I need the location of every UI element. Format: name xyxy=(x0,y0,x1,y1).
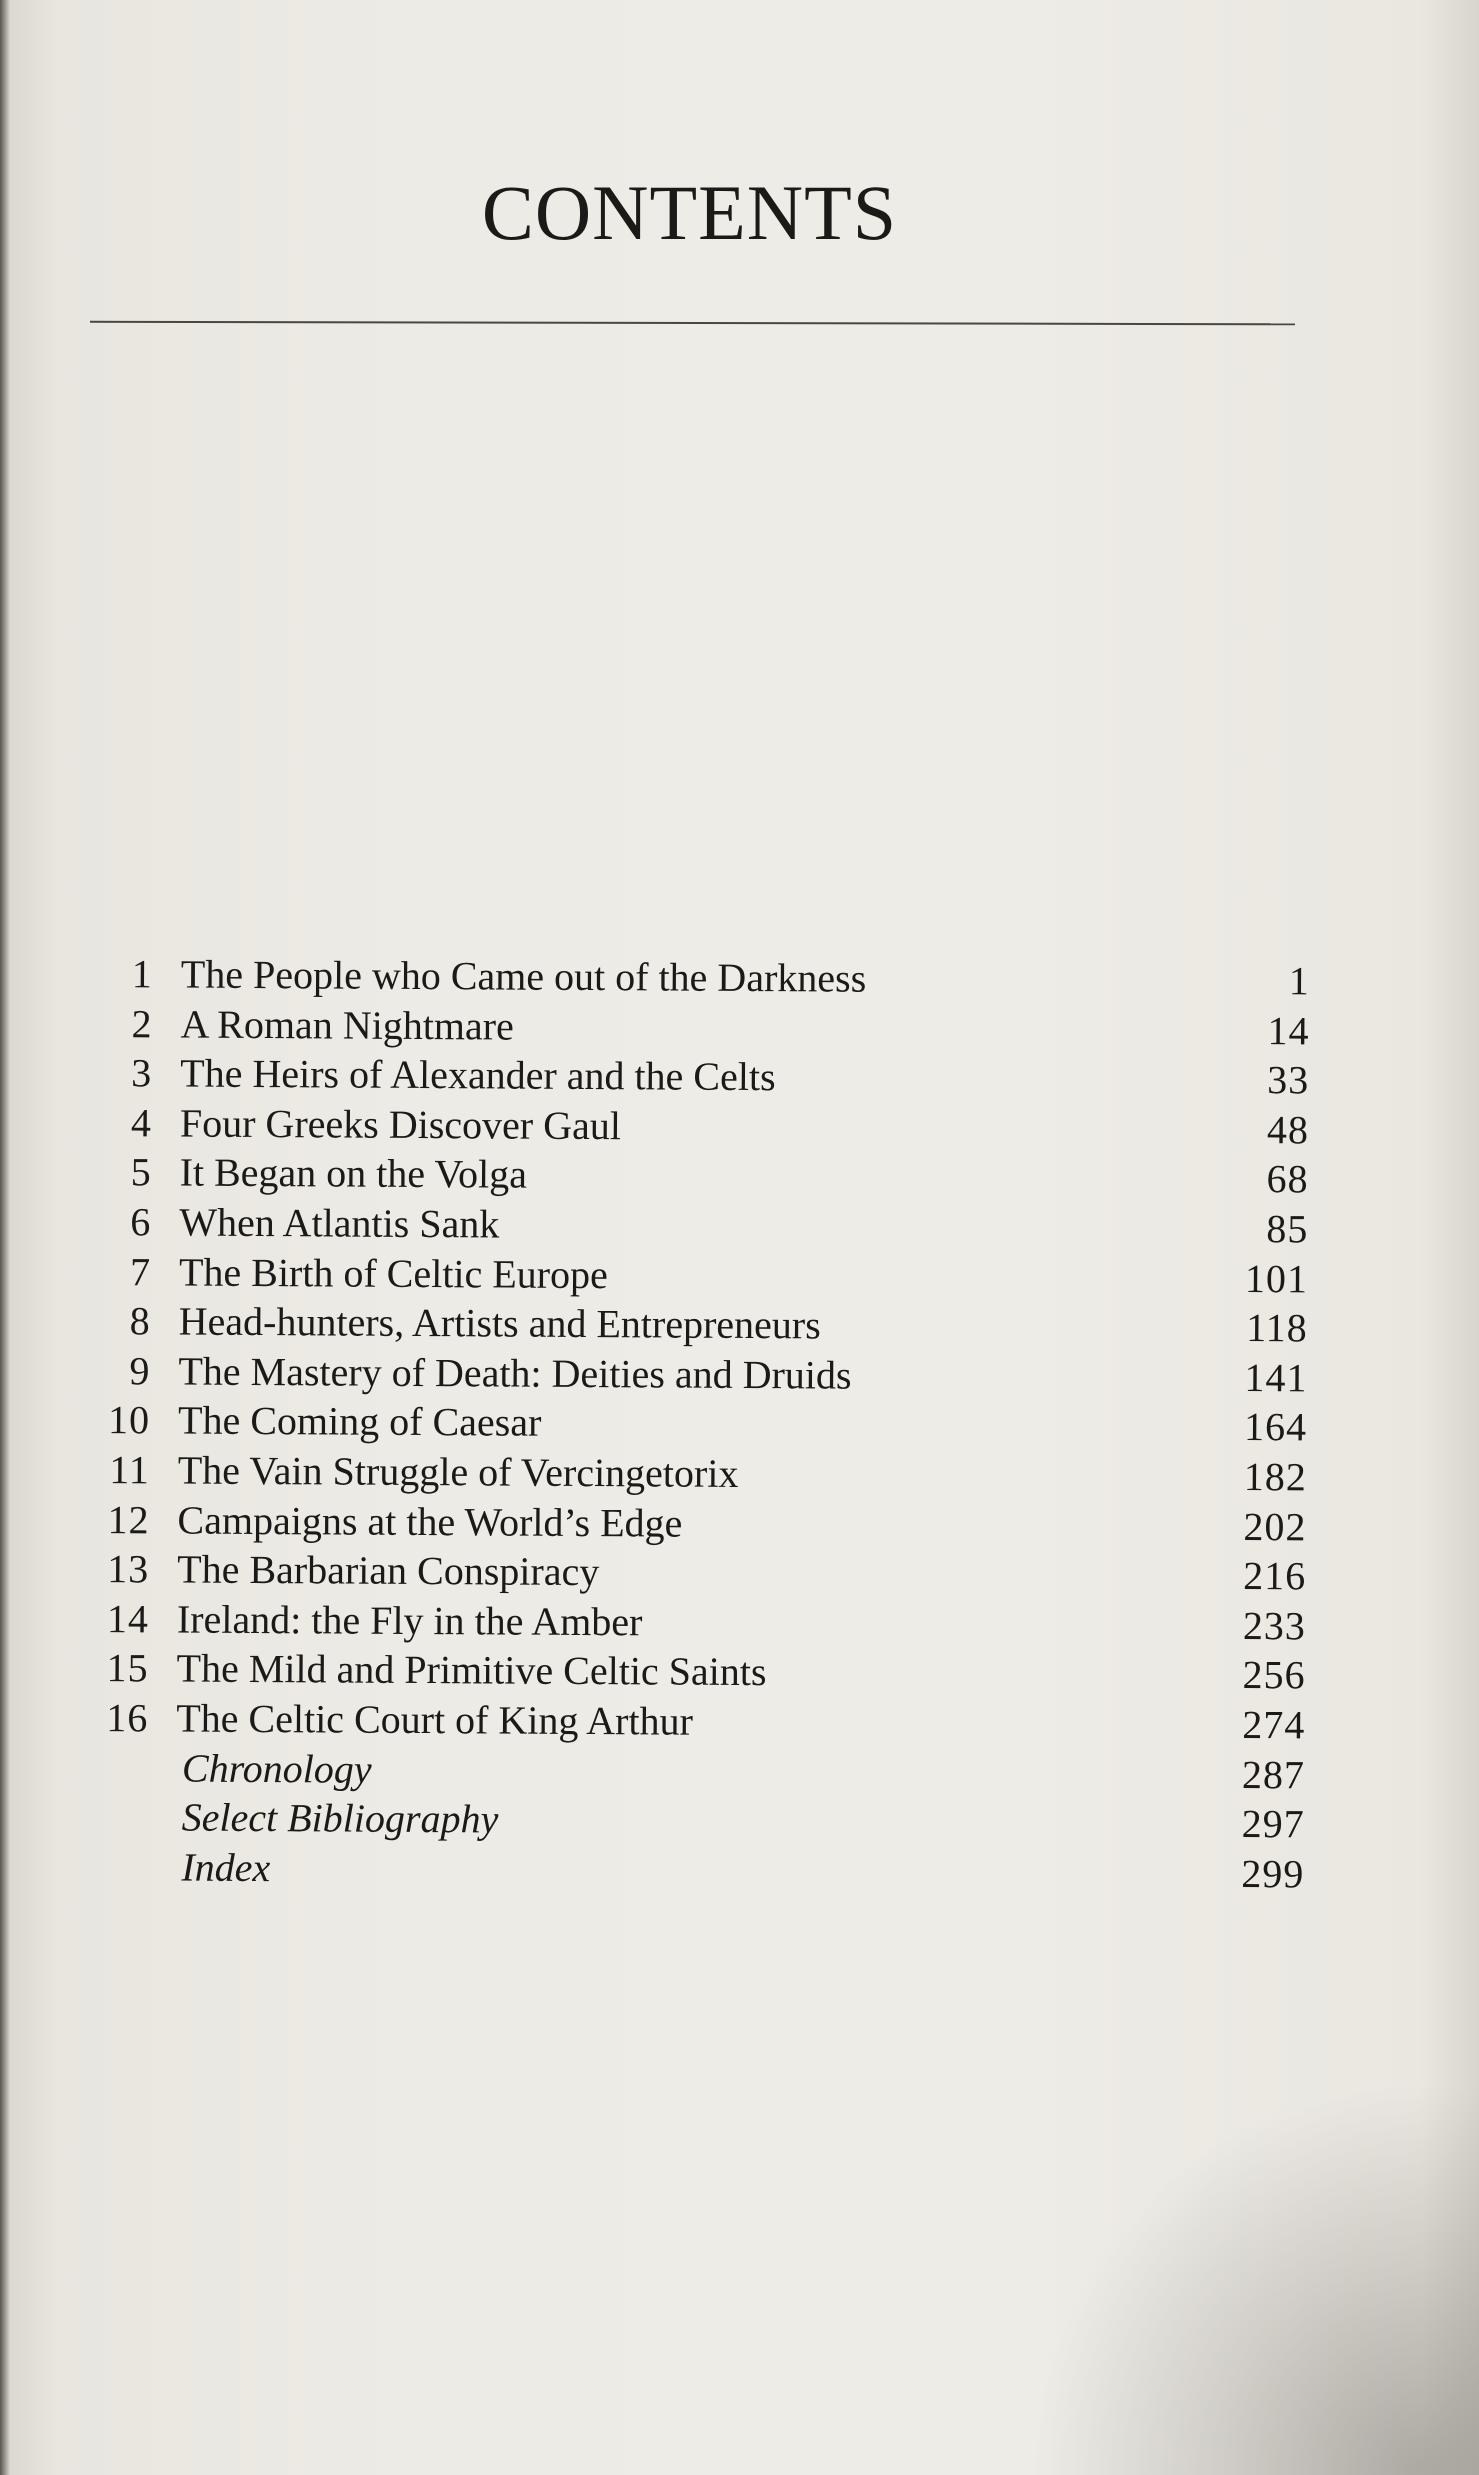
toc-entry-11 xyxy=(92,1446,1307,1503)
page-number: 33 xyxy=(1267,1057,1310,1103)
chapter-number: 9 xyxy=(129,1347,151,1394)
chapter-title: The Coming of Caesar xyxy=(177,1397,542,1446)
toc-entry-13 xyxy=(91,1545,1306,1602)
chapter-number: 4 xyxy=(130,1100,153,1146)
page-number: 118 xyxy=(1246,1305,1308,1351)
chapter-title: The Heirs of Alexander and the Celts xyxy=(180,1050,776,1100)
toc-entry-1 xyxy=(95,950,1310,1007)
chapter-title: Head-hunters, Artists and Entrepreneurs xyxy=(178,1298,821,1348)
page-number: 101 xyxy=(1244,1255,1309,1301)
chapter-title: The Celtic Court of King Arthur xyxy=(176,1695,694,1744)
chapter-number: 11 xyxy=(109,1447,150,1493)
chapter-title: The People who Came out of the Darkness xyxy=(180,951,867,1001)
back-matter-title: Index xyxy=(181,1844,271,1890)
toc-entry-16 xyxy=(90,1694,1305,1751)
page-number: 287 xyxy=(1241,1751,1306,1797)
chapter-number: 3 xyxy=(131,1050,153,1096)
page-number: 216 xyxy=(1243,1553,1307,1599)
table-of-contents xyxy=(89,950,1310,1900)
page-number: 274 xyxy=(1242,1701,1306,1748)
page-number: 233 xyxy=(1242,1602,1307,1649)
back-matter-title: Select Bibliography xyxy=(181,1794,499,1842)
page-number: 1 xyxy=(1288,958,1310,1004)
chapter-title: The Vain Struggle of Vercingetorix xyxy=(177,1447,739,1496)
toc-entry-8 xyxy=(93,1297,1308,1354)
chapter-title: The Birth of Celtic Europe xyxy=(178,1249,608,1297)
page-number: 68 xyxy=(1266,1156,1309,1202)
chapter-number: 14 xyxy=(106,1595,150,1642)
page-number: 48 xyxy=(1266,1106,1310,1153)
chapter-title: Four Greeks Discover Gaul xyxy=(179,1100,622,1148)
chapter-number: 1 xyxy=(131,951,153,997)
chapter-title: Campaigns at the World’s Edge xyxy=(177,1497,683,1546)
toc-entry-15 xyxy=(90,1644,1305,1701)
toc-entry-index xyxy=(89,1843,1304,1900)
chapter-title: A Roman Nightmare xyxy=(180,1001,514,1049)
chapter-number: 12 xyxy=(107,1496,150,1542)
toc-entry-4 xyxy=(94,1099,1309,1156)
toc-entry-chronology xyxy=(90,1743,1305,1800)
chapter-title: When Atlantis Sank xyxy=(179,1199,500,1247)
title-rule xyxy=(90,321,1295,326)
page-number: 164 xyxy=(1243,1404,1308,1450)
photo-shadow xyxy=(1000,2050,1479,2475)
chapter-number: 8 xyxy=(129,1298,151,1344)
page-title: CONTENTS xyxy=(481,169,898,256)
toc-entry-bibliography xyxy=(90,1793,1305,1850)
toc-entry-10 xyxy=(92,1396,1307,1453)
chapter-number: 5 xyxy=(130,1149,152,1195)
toc-entry-9 xyxy=(92,1347,1307,1404)
page-number: 182 xyxy=(1243,1453,1307,1500)
toc-entry-5 xyxy=(93,1148,1308,1205)
back-matter-title: Chronology xyxy=(181,1745,372,1792)
toc-entry-6 xyxy=(93,1198,1308,1255)
chapter-number: 6 xyxy=(130,1199,152,1245)
chapter-number: 16 xyxy=(106,1694,149,1741)
chapter-number: 13 xyxy=(107,1546,150,1592)
chapter-number: 10 xyxy=(107,1397,151,1443)
chapter-title: The Barbarian Conspiracy xyxy=(177,1546,600,1595)
chapter-number: 15 xyxy=(106,1645,149,1691)
page-number: 256 xyxy=(1242,1652,1306,1698)
chapter-title: The Mastery of Death: Deities and Druids xyxy=(178,1348,852,1398)
page-number: 202 xyxy=(1243,1503,1307,1549)
page-edge-shadow xyxy=(0,0,10,2475)
toc-entry-7 xyxy=(93,1248,1308,1305)
page-number: 14 xyxy=(1267,1007,1310,1054)
page-number: 141 xyxy=(1244,1354,1308,1401)
chapter-title: The Mild and Primitive Celtic Saints xyxy=(176,1645,767,1695)
toc-entry-2 xyxy=(94,1000,1309,1057)
chapter-number: 2 xyxy=(131,1000,153,1046)
page-number: 297 xyxy=(1241,1801,1305,1847)
chapter-number: 7 xyxy=(129,1248,152,1294)
toc-entry-3 xyxy=(94,1049,1309,1106)
page-number: 299 xyxy=(1241,1850,1305,1897)
page-number: 85 xyxy=(1266,1206,1309,1252)
toc-entry-14 xyxy=(91,1595,1306,1652)
toc-entry-12 xyxy=(91,1496,1306,1553)
chapter-title: It Began on the Volga xyxy=(179,1149,528,1198)
chapter-title: Ireland: the Fly in the Amber xyxy=(176,1596,643,1645)
